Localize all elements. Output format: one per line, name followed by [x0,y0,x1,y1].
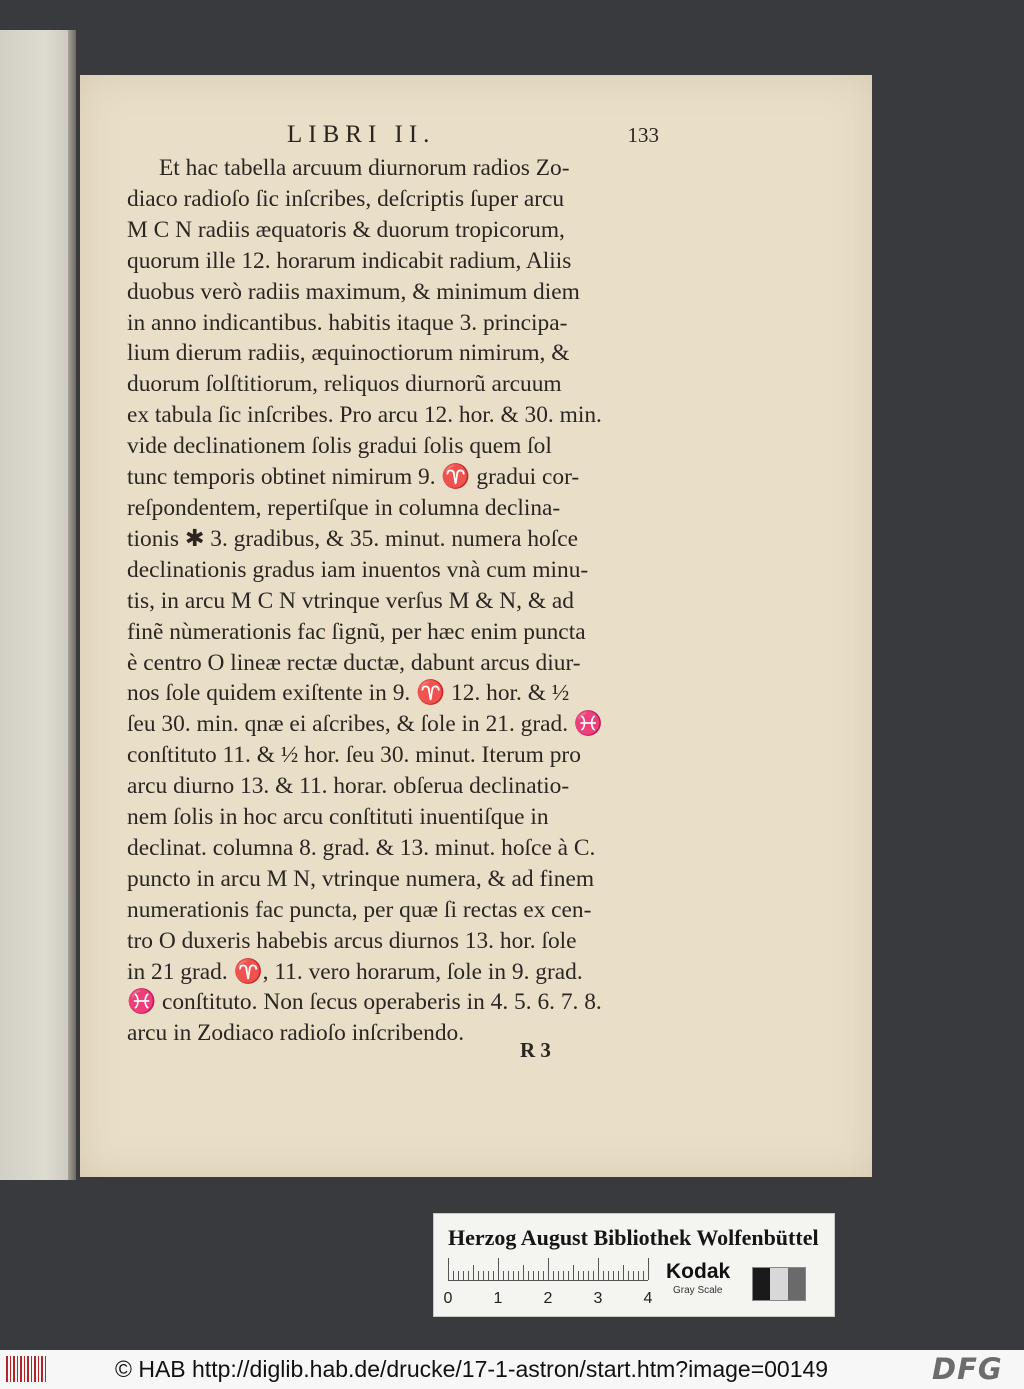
text-line: declinat. columna 8. grad. & 13. minut. hoſce à C. [127,834,596,861]
text-line: ex tabula ſic inſcribes. Pro arcu 12. hor. & 30. min. [127,402,602,429]
footer-bar [0,1350,1024,1389]
ruler-tick [618,1271,619,1280]
text-line: quorum ille 12. horarum indicabit radium, Aliis [127,247,572,274]
gray-patch [770,1268,787,1300]
book-page [80,75,872,1177]
text-line: tunc temporis obtinet nimirum 9. ♈ gradui cor- [127,464,580,491]
ruler-tick [478,1271,479,1280]
text-line: numerationis fac puncta, per quæ ſi rectas ex cen- [127,896,592,923]
text-line: è centro O lineæ rectæ ductæ, dabunt arcus diur- [127,649,581,676]
ruler-tick [548,1258,549,1280]
ruler-tick [643,1271,644,1280]
ruler-tick [558,1271,559,1280]
ruler-label: 3 [593,1290,603,1307]
ruler-tick [543,1271,544,1280]
copyright-link[interactable]: © HAB http://diglib.hab.de/drucke/17-1-astron/start.htm?image=00149 [115,1356,829,1382]
text-line: puncto in arcu M N, vtrinque numera, & ad finem [127,865,595,892]
ruler-tick [508,1271,509,1280]
dfg-logo: DFG [932,1352,1003,1386]
ruler-tick [483,1271,484,1280]
text-line: in 21 grad. ♈, 11. vero horarum, ſole in 9. grad. [127,958,583,985]
text-line: declinationis gradus iam inuentos vnà cum minu- [127,556,589,583]
text-line: Et hac tabella arcuum diurnorum radios Zo- [159,155,570,181]
ruler-tick [568,1271,569,1280]
ruler-tick [593,1271,594,1280]
ruler-tick [648,1258,649,1280]
text-line: nem ſolis in hoc arcu conſtituti inuentiſque in [127,804,549,831]
ruler-tick [448,1258,449,1280]
barcode-icon [6,1356,46,1382]
text-line: conſtituto 11. & ½ hor. ſeu 30. minut. Iterum pro [127,742,581,769]
ruler-tick [458,1271,459,1280]
ruler-tick [523,1265,524,1280]
ruler-tick [453,1271,454,1280]
text-line: lium dierum radiis, æquinoctiorum nimirum, & [127,340,570,367]
ruler-labels [443,1290,658,1310]
text-line: finẽ nùmerationis fac ſignũ, per hæc enim puncta [127,618,586,645]
ruler-tick [603,1271,604,1280]
body-text [127,153,659,1049]
ruler-label: 2 [543,1290,553,1307]
text-line: reſpondentem, repertiſque in columna declina- [127,494,561,521]
ruler-tick [488,1271,489,1280]
ruler-tick [463,1271,464,1280]
ruler-tick [628,1271,629,1280]
ruler-label: 4 [643,1290,653,1307]
book-gutter [68,30,76,1180]
text-line: nos ſole quidem exiſtente in 9. ♈ 12. hor. & ½ [127,680,570,707]
ruler-tick [503,1271,504,1280]
ruler-tick [498,1258,499,1280]
ruler-tick [578,1271,579,1280]
text-line: duobus verò radiis maximum, & minimum diem [127,278,580,305]
scale-ruler [443,1258,658,1307]
ruler-tick [638,1271,639,1280]
text-line: in anno indicantibus. habitis itaque 3. principa- [127,309,568,336]
gray-patch [753,1268,770,1300]
page-number: 133 [627,123,659,147]
ruler-ticks [448,1258,648,1281]
ruler-tick [608,1271,609,1280]
text-line: vide declinationem ſolis gradui ſolis quem ſol [127,433,552,460]
ruler-label: 1 [493,1290,503,1307]
text-line: ♓ conſtituto. Non ſecus operaberis in 4. 5. 6. 7. 8. [127,989,602,1016]
text-line: M C N radiis æquatoris & duorum tropicorum, [127,216,565,243]
signature-mark: R 3 [520,1038,551,1062]
text-line: arcu in Zodiaco radioſo inſcribendo. [127,1020,465,1047]
ruler-tick [613,1271,614,1280]
ruler-tick [513,1271,514,1280]
text-line: tro O duxeris habebis arcus diurnos 13. hor. ſole [127,927,577,954]
ruler-tick [573,1265,574,1280]
ruler-tick [473,1265,474,1280]
library-name: Herzog August Bibliothek Wolfenbüttel [448,1225,819,1250]
text-line: arcu diurno 13. & 11. horar. obſerua declinatio- [127,773,570,800]
text-line: tionis ✱ 3. gradibus, & 35. minut. numera hoſce [127,525,578,552]
page-header [287,121,659,151]
running-head: LIBRI II. [287,121,436,148]
kodak-logo: Kodak [666,1260,731,1283]
ruler-tick [623,1265,624,1280]
previous-page-edge [0,30,76,1180]
ruler-tick [588,1271,589,1280]
ruler-label: 0 [443,1290,453,1307]
text-line: ſeu 30. min. qnæ ei aſcribes, & ſole in 21. grad. ♓ [127,711,604,738]
gray-scale-label: Gray Scale [673,1285,723,1296]
ruler-tick [553,1271,554,1280]
library-label-card [433,1213,835,1317]
ruler-tick [528,1271,529,1280]
ruler-tick [633,1271,634,1280]
ruler-tick [518,1271,519,1280]
text-line: tis, in arcu M C N vtrinque verſus M & N, & ad [127,587,574,614]
ruler-tick [493,1271,494,1280]
ruler-tick [563,1271,564,1280]
ruler-tick [583,1271,584,1280]
gray-patch [788,1268,805,1300]
ruler-tick [598,1258,599,1280]
text-line: diaco radioſo ſic inſcribes, deſcriptis ſuper arcu [127,185,565,212]
text-line: duorum ſolſtitiorum, reliquos diurnorũ arcuum [127,371,562,398]
ruler-tick [533,1271,534,1280]
ruler-tick [538,1271,539,1280]
gray-scale-patches [752,1267,806,1301]
ruler-tick [468,1271,469,1280]
